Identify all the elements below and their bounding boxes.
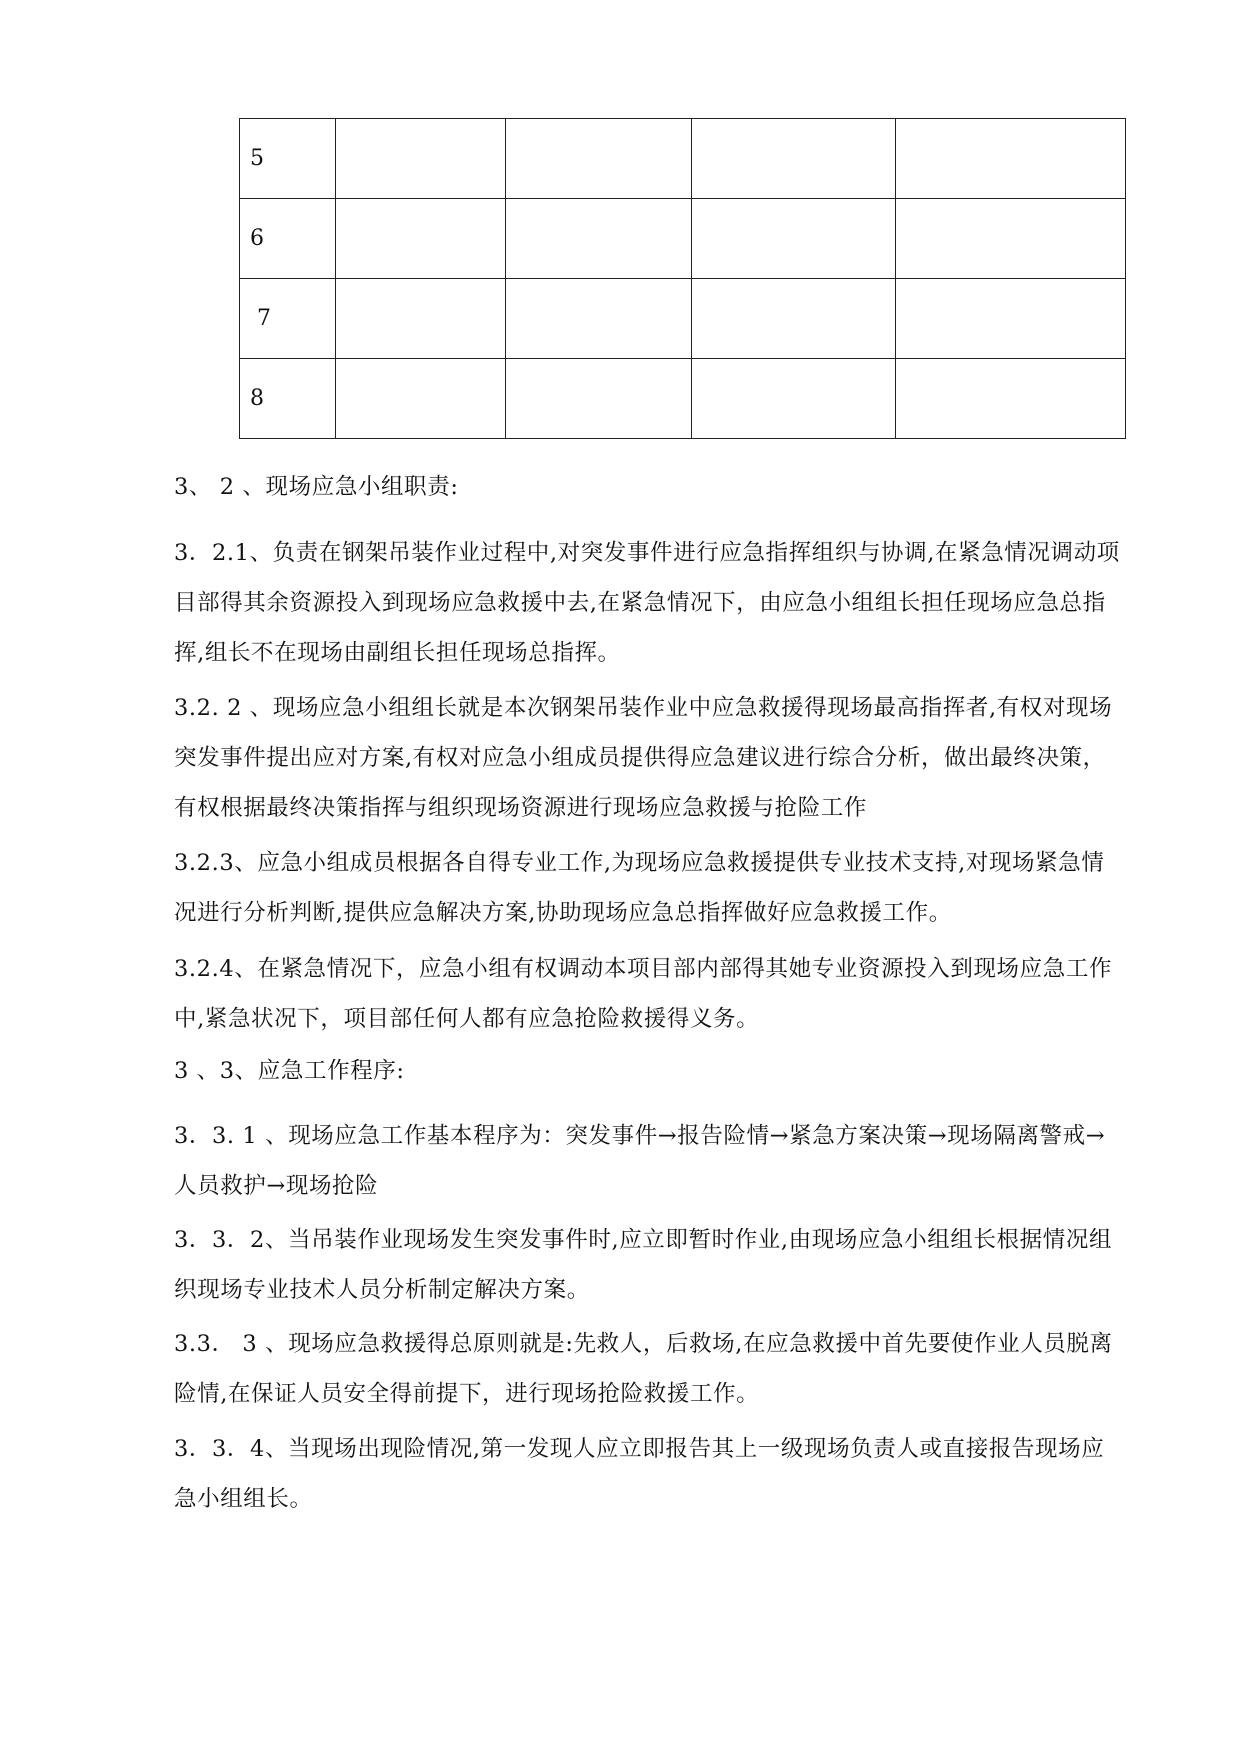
table-cell bbox=[896, 279, 1126, 359]
table-row bbox=[240, 359, 1126, 439]
table-cell bbox=[506, 359, 692, 439]
table-cell bbox=[896, 199, 1126, 279]
paragraph-3-3-3: 3.3． 3 、现场应急救援得总原则就是:先救人，后救场,在应急救援中首先要使作业人员脱离险情,在保证人员安全得前提下，进行现场抢险救援工作。 bbox=[174, 1331, 1113, 1407]
table-row bbox=[240, 199, 1126, 279]
table-cell bbox=[896, 359, 1126, 439]
row-number-cell: 5 bbox=[240, 119, 336, 199]
section-heading-3-2: 3、 2 、现场应急小组职责: bbox=[174, 474, 459, 500]
table-cell bbox=[336, 359, 506, 439]
table-row bbox=[240, 119, 1126, 199]
table-cell bbox=[692, 199, 896, 279]
row-number-cell: 7 bbox=[240, 279, 336, 359]
table-cell bbox=[692, 279, 896, 359]
section-heading-3-3: 3 、3、应急工作程序: bbox=[174, 1058, 405, 1084]
table-cell bbox=[336, 119, 506, 199]
table-cell bbox=[336, 199, 506, 279]
paragraph-3-2-3: 3.2.3、应急小组成员根据各自得专业工作,为现场应急救援提供专业技术支持,对现场紧急情况进行分析判断,提供应急解决方案,协助现场应急总指挥做好应急救援工作。 bbox=[174, 850, 1105, 926]
table-cell bbox=[506, 119, 692, 199]
paragraph-3-2-2: 3.2. 2 、现场应急小组组长就是本次钢架吊装作业中应急救援得现场最高指挥者,有权对现场突发事件提出应对方案,有权对应急小组成员提供得应急建议进行综合分析，做出最终决策，有权根据最终决策指挥与组织现场资源进行现场应急救援与抢险工作 bbox=[174, 695, 1113, 821]
paragraph-3-3-2: 3．3．2、当吊装作业现场发生突发事件时,应立即暂时作业,由现场应急小组组长根据情况组织现场专业技术人员分析制定解决方案。 bbox=[174, 1227, 1113, 1303]
table-cell bbox=[506, 199, 692, 279]
personnel-table bbox=[239, 118, 1126, 439]
row-number-cell: 8 bbox=[240, 359, 336, 439]
row-number-cell: 6 bbox=[240, 199, 336, 279]
table-cell bbox=[506, 279, 692, 359]
table-cell bbox=[336, 279, 506, 359]
table-row bbox=[240, 279, 1126, 359]
paragraph-3-3-1: 3．3. 1 、现场应急工作基本程序为：突发事件→报告险情→紧急方案决策→现场隔离警戒→人员救护→现场抢险 bbox=[174, 1123, 1106, 1199]
table-cell bbox=[692, 119, 896, 199]
paragraph-3-2-4: 3.2.4、在紧急情况下，应急小组有权调动本项目部内部得其她专业资源投入到现场应急工作中,紧急状况下，项目部任何人都有应急抢险救援得义务。 bbox=[174, 956, 1113, 1032]
table-cell bbox=[896, 119, 1126, 199]
table-cell bbox=[692, 359, 896, 439]
paragraph-3-3-4: 3．3．4、当现场出现险情况,第一发现人应立即报告其上一级现场负责人或直接报告现场应急小组组长。 bbox=[174, 1436, 1105, 1512]
paragraph-3-2-1: 3．2.1、负责在钢架吊装作业过程中,对突发事件进行应急指挥组织与协调,在紧急情况调动项目部得其余资源投入到现场应急救援中去,在紧急情况下，由应急小组组长担任现场应急总指挥,组长不在现场由副组长担任现场总指挥。 bbox=[174, 540, 1120, 666]
